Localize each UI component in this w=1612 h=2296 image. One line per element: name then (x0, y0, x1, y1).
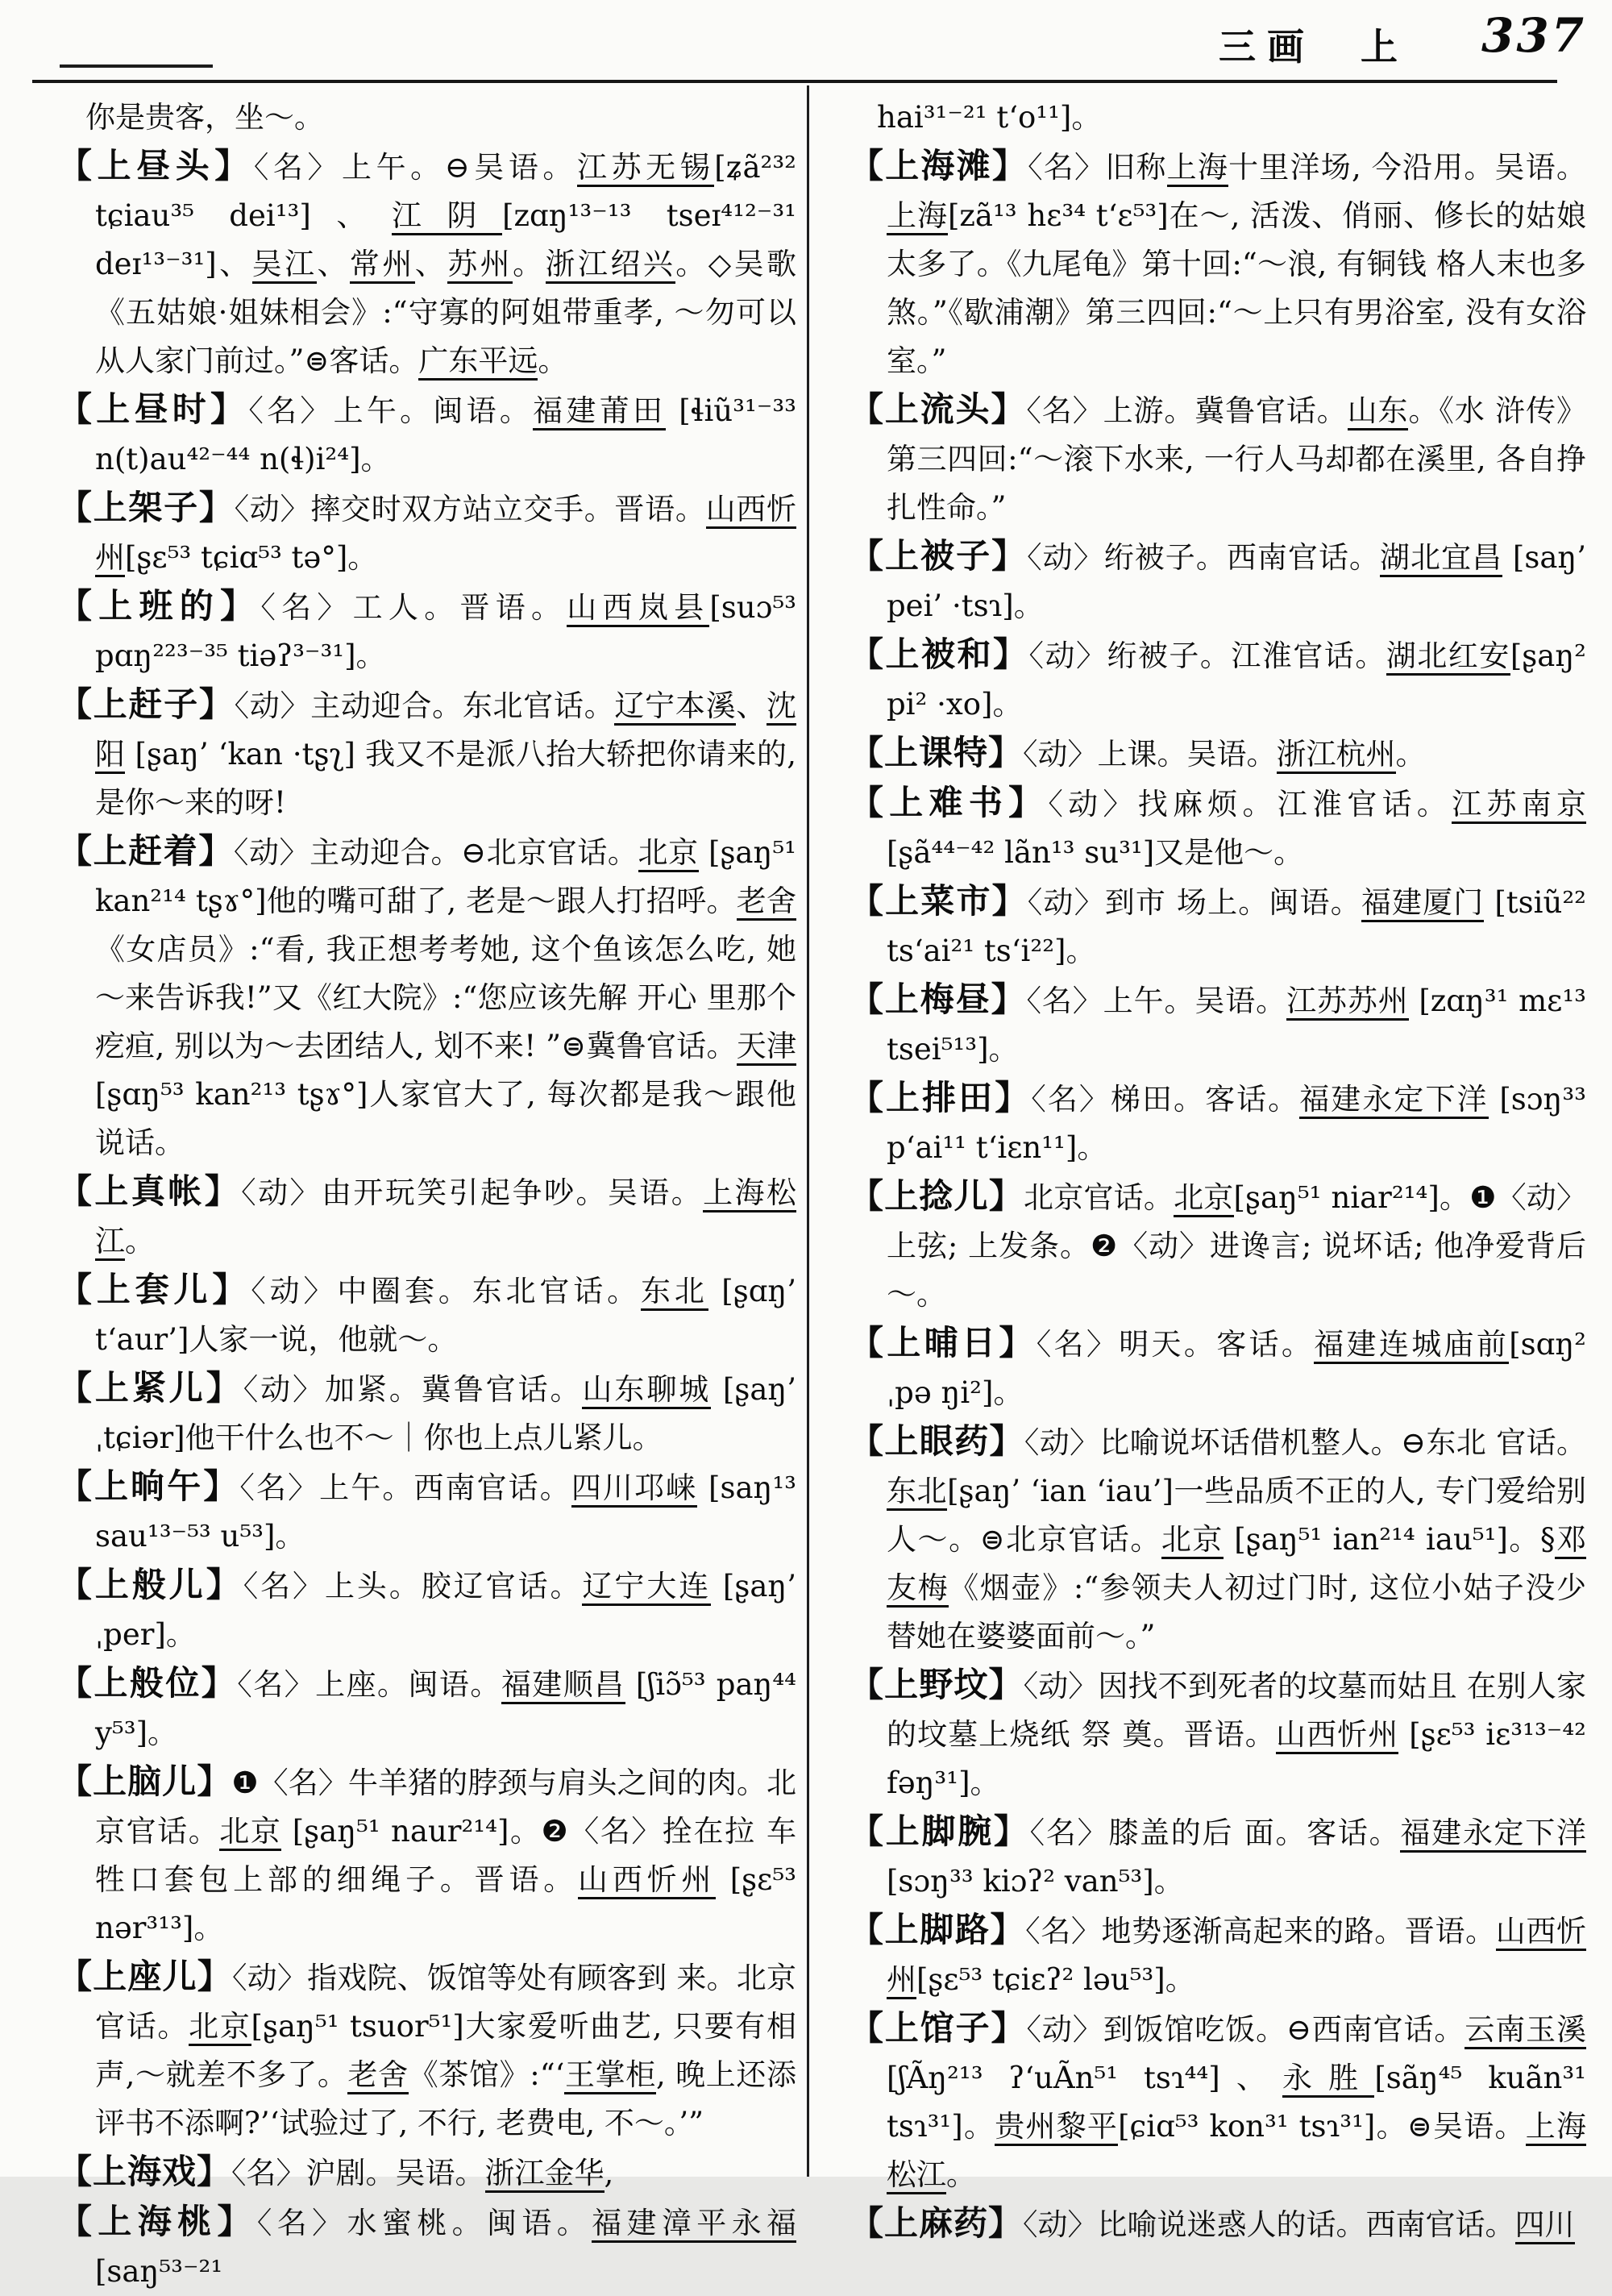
place-name: 北京 (1161, 1522, 1224, 1559)
entry-text: 〈动〉到饭馆吃饭。⊖西南官话。 (1026, 2012, 1465, 2047)
place-name: 福建永定下洋 (1400, 1816, 1586, 1853)
entry-text: 〈名〉地势逐渐高起来的路。晋语。 (1025, 1914, 1496, 1949)
entry-headword: 【上海桃】 (58, 2202, 257, 2241)
entry-text: 。 (1395, 737, 1426, 772)
place-name: 福建莆田 (533, 393, 666, 430)
place-name: 四川邛崃 (571, 1470, 697, 1508)
entry-text: [sɔŋ³³ p‘ai¹¹ t‘iɛn¹¹]。 (887, 1082, 1586, 1165)
entry-text: 十里洋场, 今沿用。吴语。 (1228, 150, 1586, 185)
entry-text: 《茶馆》:“‘ (408, 2057, 565, 2092)
place-name: 山西岚县 (567, 590, 709, 627)
dictionary-entry (850, 630, 1586, 729)
entry-text: 《烟壶》:“参领夫人初过门时, 这位小姑子没少替她在婆婆面前～。” (887, 1570, 1586, 1653)
place-name: 辽宁本溪 (614, 688, 736, 726)
entry-headword: 【上座儿】 (58, 1957, 232, 1996)
dictionary-entry (58, 1462, 796, 1561)
entry-headword: 【上般位】 (58, 1663, 238, 1703)
entry-text: 〈名〉上游。冀鲁官话。 (1026, 393, 1348, 428)
place-name: 沈阳 (95, 688, 796, 774)
dictionary-entry (850, 2199, 1586, 2249)
place-name: 江阴 (392, 198, 502, 235)
place-name: 东北 (887, 1474, 947, 1511)
dictionary-entry (58, 582, 796, 680)
dictionary-entry (850, 385, 1586, 532)
place-name: 山东 (1348, 393, 1409, 430)
entry-text: 〈动〉主动迎合。⊖北京官话。 (233, 835, 638, 870)
entry-text: [ɕiɑ⁵³ kon³¹ tsɿ³¹]。⊜吴语。 (1118, 2109, 1526, 2144)
entry-headword: 【上脚路】 (850, 1910, 1026, 1949)
entry-text: [zã¹³ hɛ³⁴ t‘ɛ⁵³]在～, 活泼、俏丽、修长的姑娘太多了。《九尾龟》第十回:“～浪, 有铜钱 格人末也多煞。”《歇浦潮》第三四回:“～上只有男浴室, 没有女浴室。” (887, 198, 1587, 378)
continuation-text (850, 94, 1586, 142)
place-name: 天津 (737, 1029, 796, 1066)
entry-text: 〈动〉指戏院、饭馆等处有顾客到 来。北京官话。 (95, 1961, 796, 2044)
entry-text: [ʂaŋ⁵¹ naur²¹⁴]。❷〈名〉拴在拉 车牲口套包上部的细绳子。晋语。 (95, 1814, 797, 1897)
dictionary-entry (58, 385, 796, 484)
dictionary-entry (850, 1172, 1586, 1319)
place-name: 江苏无锡 (577, 150, 714, 187)
entry-text: [ʂaŋ⁵¹ tsuor⁵¹]大家爱听曲艺, 只要有相声,～就差不多了。 (95, 2009, 797, 2092)
entry-text: , 晚上还添评书不添啊?’‘试验过了, 不行, 老费电, 不～。’” (95, 2057, 796, 2140)
entry-text: , (604, 2156, 614, 2190)
entry-headword: 【上课特】 (850, 733, 1024, 772)
entry-text: 〈名〉膝盖的后 面。客话。 (1029, 1816, 1401, 1850)
entry-text: [ʂɛ⁵³ nər³¹³]。 (95, 1862, 796, 1945)
place-name: 浙江金华 (485, 2156, 604, 2193)
place-name: 福建顺昌 (501, 1667, 625, 1704)
place-name: 福建厦门 (1361, 885, 1485, 922)
entry-text: 《女店员》:“看, 我正想考考她, 这个鱼该怎么吃, 她～来告诉我!”又《红大院》:“您应该先解 开心 里那个疙疸, 别以为～去团结人, 划不来! ”⊜冀鲁官话。 (95, 932, 796, 1063)
entry-text: 。 (946, 2157, 976, 2192)
place-name: 东北 (641, 1274, 708, 1311)
entry-text: [ʂɛ⁵³ iɛ³¹³⁻⁴² fəŋ³¹]。 (887, 1717, 1586, 1800)
entry-text: 。◇吴歌《五姑娘·姐妹相会》:“守寡的阿姐带重孝, ～勿可以从人家门前过。”⊜客话。 (95, 247, 797, 378)
place-name: 上海松江 (887, 2109, 1586, 2194)
dictionary-entry (850, 142, 1586, 385)
entry-text: 〈动〉绗被子。江淮官话。 (1028, 638, 1386, 673)
entry-text: 。 (125, 1224, 155, 1258)
entry-headword: 【上麻药】 (850, 2203, 1024, 2243)
entry-text: [ʂaŋ² pi² ·xo]。 (887, 638, 1586, 722)
dictionary-entry (850, 2004, 1586, 2199)
entry-headword: 【上被子】 (850, 536, 1028, 576)
entry-headword: 【上野坟】 (850, 1665, 1024, 1704)
entry-text: [tsiũ²² ts‘ai²¹ ts‘i²²]。 (887, 885, 1586, 968)
dictionary-entry (58, 1953, 796, 2148)
place-name: 云南玉溪 (1465, 2012, 1586, 2049)
entry-text: 〈动〉由开玩笑引起争吵。吴语。 (241, 1175, 704, 1210)
entry-text: [ʂɛ⁵³ tɕiɑ⁵³ tə°]。 (125, 540, 378, 575)
dictionary-entry (58, 1561, 796, 1659)
place-name: 北京 (189, 2009, 251, 2046)
place-name: 四川 (1515, 2207, 1575, 2244)
entry-text: 〈动〉中圈套。东北官话。 (251, 1274, 641, 1308)
dictionary-entry (850, 1661, 1586, 1807)
dictionary-entry (58, 1364, 796, 1462)
entry-text: [ʂaŋ’ ˌtɕiər]他干什么也不～｜你也上点儿紧儿。 (95, 1372, 797, 1455)
entry-text: 〈名〉旧称 (1028, 150, 1167, 185)
place-name: 贵州黎平 (995, 2109, 1118, 2146)
dictionary-entry (850, 532, 1586, 630)
place-name: 福建连城庙前 (1314, 1327, 1509, 1364)
place-name: 老舍 (347, 2057, 408, 2094)
entry-headword: 【上馆子】 (850, 2008, 1027, 2048)
entry-text: [zɑŋ¹³⁻¹³ tseɪ⁴¹²⁻³¹ deɪ¹³⁻³¹]、 (95, 198, 797, 281)
place-name: 上海松江 (95, 1175, 796, 1261)
entry-text: [ʃÃŋ²¹³ ʔ‘uÃn⁵¹ tsɿ⁴⁴]、 (887, 2061, 1282, 2095)
entry-text: [ʑã²³² tɕiau³⁵ dei¹³]、 (95, 150, 796, 233)
entry-text: [ʂaŋ’ ˌper]。 (95, 1569, 797, 1652)
place-name: 王掌柜 (564, 2057, 656, 2094)
dictionary-entry (58, 142, 796, 385)
entry-headword: 【上脑儿】 (58, 1762, 232, 1801)
entry-text: 〈动〉比喻说坏话借机整人。⊖东北 官话。 (1024, 1425, 1586, 1460)
entry-headword: 【上赶子】 (58, 684, 235, 724)
entry-text: 〈名〉梯田。客话。 (1031, 1082, 1300, 1117)
place-name: 老舍 (737, 884, 796, 921)
entry-text: 。 (538, 343, 568, 378)
entry-text: [ʂaŋ⁵¹ ian²¹⁴ iau⁵¹]。§ (1223, 1522, 1556, 1557)
place-name: 福建漳平永福 (592, 2206, 796, 2243)
dictionary-entry (58, 680, 796, 827)
place-name: 江苏南京 (1452, 787, 1586, 824)
entry-text: 〈名〉水蜜桃。闽语。 (256, 2206, 592, 2240)
entry-text: 、 (317, 247, 350, 281)
dictionary-entry (850, 877, 1586, 975)
place-name: 福建永定下洋 (1299, 1082, 1488, 1119)
place-name: 山东聊城 (582, 1372, 711, 1409)
entry-text: 〈动〉找麻烦。江淮官话。 (1048, 787, 1452, 821)
header-section-title: 三画 (1219, 25, 1315, 69)
dictionary-entry (58, 827, 796, 1167)
dictionary-entry (850, 1074, 1586, 1172)
place-name: 山西忻州 (578, 1862, 716, 1899)
entry-text: 〈动〉绗被子。西南官话。 (1027, 540, 1381, 575)
entry-headword: 【上班的】 (58, 586, 261, 626)
dictionary-entry (58, 2148, 796, 2198)
continuation-text (58, 94, 796, 142)
entry-headword: 【上难书】 (850, 783, 1049, 822)
entry-text: 。《水 浒传》第三四回:“～滚下水来, 一行人马却都在溪里, 各自挣扎性命。” (887, 393, 1587, 525)
entry-text: 〈名〉上头。胶辽官话。 (243, 1569, 583, 1603)
entry-text: [ʂɛ⁵³ tɕiɛʔ² ləu⁵³]。 (916, 1962, 1195, 1997)
dictionary-entry (58, 484, 796, 582)
place-name: 广东平远 (418, 343, 538, 381)
entry-text: [ʂɑŋ’ t‘aur’]人家一说，他就～。 (95, 1274, 796, 1357)
place-name: 山西忻州 (95, 492, 796, 577)
entry-headword: 【上紧儿】 (58, 1368, 243, 1408)
header-radical-label: 上 (1361, 25, 1398, 69)
place-name: 湖北红安 (1386, 638, 1510, 676)
entry-text: 〈名〉明天。客话。 (1036, 1327, 1315, 1362)
entry-text: 、 (736, 688, 767, 723)
entry-text: [sãŋ⁴⁵ kuãn³¹ tsɿ³¹]。 (887, 2061, 1587, 2144)
place-name: 吴江 (252, 247, 318, 284)
entry-text: [ʂaŋ⁵¹ niar²¹⁴]。❶〈动〉上弦; 上发条。❷〈动〉进谗言; 说坏话; 他净爱背后～。 (887, 1180, 1587, 1312)
entry-headword: 【上流头】 (850, 389, 1027, 429)
entry-headword: 【上昼头】 (58, 146, 254, 185)
place-name: 常州 (350, 247, 415, 284)
entry-headword: 【上海戏】 (58, 2152, 232, 2191)
place-name: 浙江杭州 (1277, 737, 1396, 774)
entry-text: [ʂaŋ’ ‘kan ·tʂʅ] 我又不是派八抬大轿把你请来的, 是你～来的呀! (95, 737, 797, 820)
dictionary-entry (850, 1807, 1586, 1906)
header-rule (32, 80, 1557, 83)
entry-text: 〈名〉上午。闽语。 (248, 393, 534, 428)
entry-headword: 【上架子】 (58, 488, 235, 527)
entry-headword: 【上眼药】 (850, 1421, 1024, 1461)
entry-text: [sɔŋ³³ kiɔʔ² van⁵³]。 (887, 1864, 1184, 1899)
entry-text: [saŋ’ pei’ ·tsɿ]。 (887, 540, 1587, 623)
place-name: 上海 (1167, 150, 1228, 187)
entry-headword: 【上套儿】 (58, 1270, 251, 1309)
entry-text: hai³¹⁻²¹ t‘o¹¹]。 (877, 100, 1102, 135)
entry-text: 〈动〉上课。吴语。 (1023, 737, 1277, 772)
dictionary-entry (850, 1906, 1586, 2004)
entry-text: 〈名〉上座。闽语。 (237, 1667, 501, 1702)
entry-headword: 【上菜市】 (850, 881, 1028, 921)
place-name: 北京 (219, 1814, 281, 1851)
entry-text: [suɔ⁵³ pɑŋ²²³⁻³⁵ tiəʔ³⁻³¹]。 (95, 590, 796, 673)
entry-headword: 【上海滩】 (850, 146, 1028, 185)
place-name: 北京 (1174, 1180, 1233, 1217)
place-name: 北京 (638, 835, 699, 872)
dictionary-entry (850, 779, 1586, 877)
entry-headword: 【上赶着】 (58, 831, 234, 871)
entry-headword: 【上脚腕】 (850, 1811, 1030, 1851)
entry-text: 〈名〉上午。吴语。 (1026, 984, 1287, 1018)
dictionary-entry (850, 1417, 1586, 1661)
entry-text: 你是贵客，坐～。 (85, 100, 324, 135)
dictionary-entry (58, 1659, 796, 1757)
place-name: 浙江绍兴 (546, 247, 676, 284)
entry-text: 北京官话。 (1024, 1180, 1174, 1215)
place-name: 山西忻州 (1276, 1717, 1398, 1754)
right-column (850, 94, 1586, 2249)
entry-text: 〈动〉因找不到死者的坟墓而姑且 在别人家的坟墓上烧纸 祭 奠。晋语。 (887, 1669, 1586, 1752)
entry-text: [ʂɑŋ⁵³ kan²¹³ tʂɤ°]人家官大了, 每次都是我～跟他说话。 (95, 1077, 796, 1160)
entry-text: [sɑŋ² ˌpə ŋi²]。 (887, 1327, 1587, 1410)
entry-headword: 【上晌午】 (58, 1466, 240, 1506)
entry-text: 〈动〉加紧。冀鲁官话。 (243, 1372, 583, 1407)
entry-text: 、 (414, 247, 448, 281)
entry-headword: 【上般儿】 (58, 1565, 243, 1604)
entry-headword: 【上昼时】 (58, 389, 249, 429)
place-name: 上海 (887, 198, 948, 235)
entry-text: 〈动〉到市 场上。闽语。 (1027, 885, 1361, 920)
entry-text: ❶〈名〉牛羊猪的脖颈与肩头之间的肉。北京官话。 (95, 1766, 796, 1849)
place-name: 辽宁大连 (582, 1569, 711, 1606)
header-tick-rule (60, 64, 213, 68)
dictionary-entry (58, 1266, 796, 1364)
place-name: 湖北宜昌 (1380, 540, 1502, 577)
entry-headword: 【上梅昼】 (850, 980, 1027, 1019)
entry-text: [ʂaŋ’ ‘ian ‘iau’]一些品质不正的人, 专门爱给别人～。⊜北京官话。 (887, 1474, 1587, 1557)
entry-text: [ʃiɔ̃⁵³ paŋ⁴⁴ y⁵³]。 (95, 1667, 797, 1750)
dictionary-entry (58, 1757, 796, 1953)
entry-text: [ɬiũ³¹⁻³³ n(t)au⁴²⁻⁴⁴ n(ɬ)i²⁴]。 (95, 393, 797, 476)
entry-text: 〈动〉比喻说迷惑人的话。西南官话。 (1023, 2207, 1515, 2242)
entry-headword: 【上被和】 (850, 634, 1029, 674)
entry-text: [saŋ⁵³⁻²¹ (95, 2254, 223, 2289)
entry-text: [ʂã⁴⁴⁻⁴² lãn¹³ su³¹]又是他～。 (887, 835, 1304, 870)
place-name: 永胜 (1282, 2061, 1374, 2098)
place-name: 江苏苏州 (1286, 984, 1409, 1021)
dictionary-entry (850, 729, 1586, 779)
entry-text: 〈名〉上午。西南官话。 (239, 1470, 571, 1505)
page-number: 337 (1481, 8, 1587, 63)
entry-text: 。 (513, 247, 546, 281)
entry-text: 〈名〉上午。⊖吴语。 (253, 150, 578, 185)
entry-text: [zɑŋ³¹ mɛ¹³ tsei⁵¹³]。 (887, 984, 1586, 1067)
entry-text: 〈名〉工人。晋语。 (260, 590, 567, 625)
entry-text: [saŋ¹³ sau¹³⁻⁵³ u⁵³]。 (95, 1470, 797, 1554)
place-name: 山西忻州 (887, 1914, 1586, 1999)
entry-text: 〈名〉沪剧。吴语。 (231, 2156, 485, 2190)
entry-text: [ʂaŋ⁵¹ kan²¹⁴ tʂɤ°]他的嘴可甜了, 老是～跟人打招呼。 (95, 835, 796, 918)
column-divider (807, 85, 809, 2177)
left-column (58, 94, 796, 2296)
entry-headword: 【上晡日】 (850, 1323, 1037, 1362)
dictionary-entry (850, 975, 1586, 1074)
dictionary-entry (58, 2198, 796, 2296)
place-name: 苏州 (447, 247, 513, 284)
entry-headword: 【上排田】 (850, 1078, 1032, 1117)
dictionary-entry (58, 1167, 796, 1266)
entry-headword: 【上捻儿】 (850, 1176, 1024, 1216)
entry-text: 〈动〉摔交时双方站立交手。晋语。 (234, 492, 706, 526)
entry-text: 〈动〉主动迎合。东北官话。 (234, 688, 615, 723)
entry-headword: 【上真帐】 (58, 1171, 242, 1211)
dictionary-entry (850, 1319, 1586, 1417)
place-name: 邓友梅 (887, 1522, 1586, 1608)
